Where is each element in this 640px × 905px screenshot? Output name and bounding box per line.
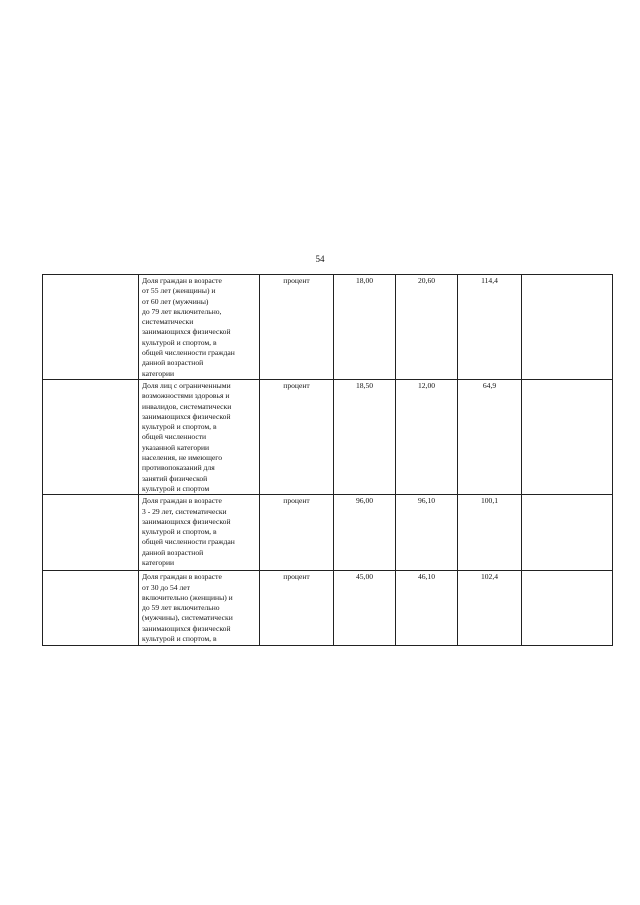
program-cell	[43, 495, 139, 571]
fact-value-cell: 20,60	[396, 275, 458, 380]
fact-value-cell: 46,10	[396, 571, 458, 646]
indicator-name-cell: Доля граждан в возрасте 3 - 29 лет, систематически занимающихся физической культурой и спортом, в общей численности граждан данной возрастной категории	[139, 495, 260, 571]
fact-value-cell: 12,00	[396, 379, 458, 494]
fact-value-cell: 96,10	[396, 495, 458, 571]
note-cell	[522, 379, 613, 494]
percent-cell: 114,4	[458, 275, 522, 380]
program-cell	[43, 275, 139, 380]
indicator-name-cell: Доля лиц с ограниченными возможностями здоровья и инвалидов, систематически занимающихся физической культурой и спортом, в общей численности указанной категории населения, не имеющего противопоказаний для занятий физической культурой и спортом	[139, 379, 260, 494]
table-row	[43, 571, 613, 646]
note-cell	[522, 275, 613, 380]
table-row	[43, 275, 613, 380]
plan-value-cell: 18,00	[334, 275, 396, 380]
plan-value-cell: 18,50	[334, 379, 396, 494]
program-cell	[43, 571, 139, 646]
percent-cell: 102,4	[458, 571, 522, 646]
percent-cell: 64,9	[458, 379, 522, 494]
indicator-name-cell: Доля граждан в возрасте от 55 лет (женщины) и от 60 лет (мужчины) до 79 лет включительно, систематически занимающихся физической культурой и спортом, в общей численности граждан данной возрастной категории	[139, 275, 260, 380]
note-cell	[522, 571, 613, 646]
table-row	[43, 379, 613, 494]
plan-value-cell: 96,00	[334, 495, 396, 571]
note-cell	[522, 495, 613, 571]
unit-cell: процент	[260, 275, 334, 380]
unit-cell: процент	[260, 379, 334, 494]
table-row	[43, 495, 613, 571]
indicator-name-cell: Доля граждан в возрасте от 30 до 54 лет включительно (женщины) и до 59 лет включительно (мужчины), систематически занимающихся физической культурой и спортом, в	[139, 571, 260, 646]
percent-cell: 100,1	[458, 495, 522, 571]
unit-cell: процент	[260, 495, 334, 571]
plan-value-cell: 45,00	[334, 571, 396, 646]
indicators-table	[42, 274, 613, 646]
page-number: 54	[315, 254, 325, 264]
unit-cell: процент	[260, 571, 334, 646]
program-cell	[43, 379, 139, 494]
